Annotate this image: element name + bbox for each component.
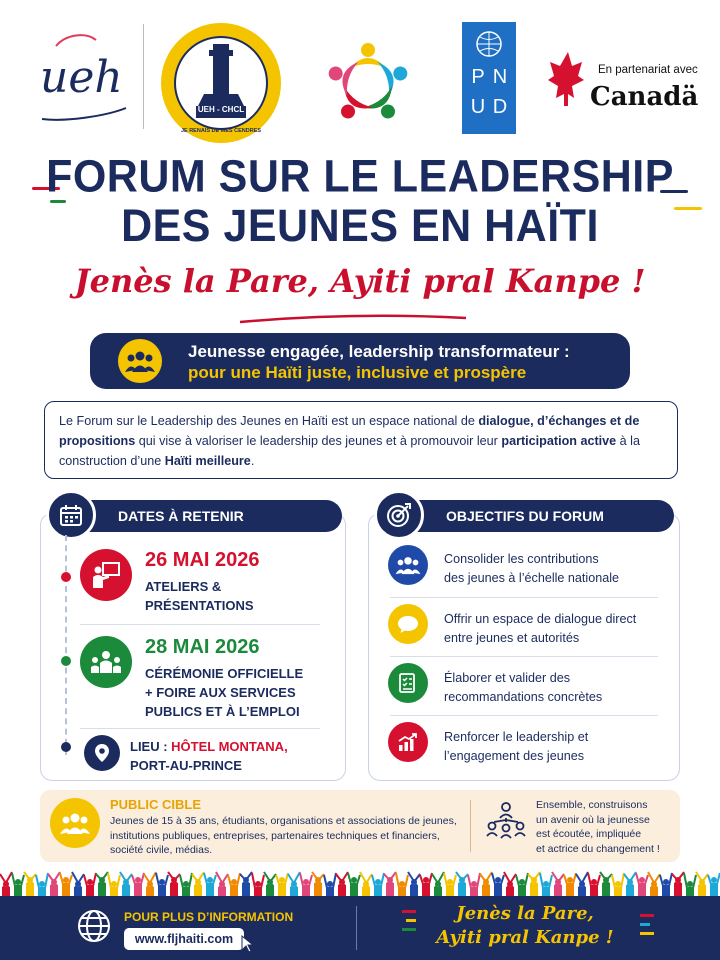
crowd-person — [0, 872, 12, 898]
event-description: ATELIERS & PRÉSENTATIONS — [145, 579, 254, 613]
crowd-person — [12, 873, 24, 898]
crowd-person — [288, 872, 300, 898]
event-location: LIEU : HÔTEL MONTANA, PORT-AU-PRINCE — [130, 739, 288, 773]
crowd-person — [444, 873, 456, 898]
crowd-person — [408, 872, 420, 898]
crowd-person — [660, 873, 672, 898]
group-icon — [118, 339, 162, 383]
separator — [390, 597, 658, 598]
crowd-person — [192, 872, 204, 898]
objective-item: Consolider les contributions des jeunes à l’échelle nationale — [444, 552, 620, 585]
crowd-person — [696, 872, 708, 898]
crowd-person — [216, 872, 228, 898]
target-icon — [374, 490, 424, 540]
page-title — [0, 153, 720, 252]
group-icon — [388, 545, 428, 585]
crowd-person — [180, 873, 192, 898]
ceremony-icon — [80, 636, 132, 688]
crowd-person — [312, 872, 324, 897]
event-date: 28 MAI 2026 — [145, 636, 260, 658]
crowd-person — [348, 873, 360, 897]
intro-text: Le Forum sur le Leadership des Jeunes en Haïti est un espace national de dialogue, d’échanges et de propositions qui vise à valoriser le leadership des jeunes et à promouvoir leur participation active à la construction d’une Haïti meilleure. — [44, 401, 678, 479]
crowd-person — [108, 873, 120, 898]
workshop-presentation-icon — [80, 549, 132, 601]
logo-divider — [143, 24, 144, 129]
public-title: PUBLIC CIBLE — [110, 797, 201, 812]
crowd-person — [684, 873, 696, 898]
crowd-person — [276, 873, 288, 897]
crowd-person — [636, 873, 648, 897]
objectives-header: OBJECTIFS DU FORUM — [376, 500, 674, 532]
timeline-dot — [61, 656, 71, 666]
crowd-person — [648, 872, 660, 898]
crowd-person — [588, 873, 600, 898]
crowd-person — [600, 872, 612, 897]
crowd-person — [24, 872, 36, 897]
objective-item: Élaborer et valider des recommandations concrètes — [444, 671, 603, 704]
separator — [390, 656, 658, 657]
crowd-person — [468, 873, 480, 898]
crowd-person — [384, 872, 396, 897]
crowd-person — [564, 873, 576, 897]
crowd-person — [492, 873, 504, 897]
crowd-person — [432, 872, 444, 898]
theme-banner — [90, 333, 630, 389]
crowd-person — [252, 873, 264, 898]
crowd-person — [228, 873, 240, 898]
slogan: Jenès la Pare, Ayiti pral Kanpe ! — [74, 262, 646, 300]
crowd-silhouettes — [0, 866, 720, 898]
info-label: POUR PLUS D’INFORMATION — [124, 910, 294, 924]
globe-icon — [76, 908, 112, 944]
footer-accent-left — [402, 910, 416, 931]
title-line-1: FORUM SUR LE LEADERSHIP — [46, 151, 674, 202]
crowd-person — [672, 872, 684, 897]
crowd-person — [528, 872, 540, 897]
website-link[interactable]: www.fljhaiti.com — [124, 928, 244, 950]
crowd-person — [480, 872, 492, 898]
event-description: CÉRÉMONIE OFFICIELLE + FOIRE AUX SERVICES PUBLICS ET À L’EMPLOI — [145, 666, 304, 719]
crowd-person — [504, 872, 516, 898]
crowd-person — [576, 872, 588, 898]
crowd-person — [36, 873, 48, 898]
footer — [0, 896, 720, 960]
uehchcl-seal-logo: UEH - CHCL JE RENAIS DE MES CENDRES — [158, 20, 284, 146]
public-description: Jeunes de 15 à 35 ans, étudiants, organisations et associations de jeunes, institutions publiques, entreprises, partenaires techniques et financiers, société civile, médias. — [110, 815, 457, 856]
crowd-person — [60, 873, 72, 897]
audience-icon — [50, 798, 100, 848]
dates-header: DATES À RETENIR — [48, 500, 342, 532]
footer-divider — [356, 906, 357, 950]
ueh-logo: ueh — [36, 24, 136, 124]
separator — [80, 728, 320, 729]
timeline-dot — [61, 572, 71, 582]
canada-maple-leaf-icon — [546, 48, 586, 108]
crowd-person — [72, 872, 84, 898]
crowd-person — [264, 872, 276, 898]
speech-bubble-icon — [388, 604, 428, 644]
timeline-line — [65, 535, 67, 755]
public-side-text: Ensemble, construisons un avenir où la jeunesse est écoutée, impliquée et actrice du changement ! — [536, 799, 660, 855]
separator — [80, 624, 320, 625]
slogan-underline — [238, 312, 468, 326]
calendar-icon — [46, 490, 96, 540]
youth-circle-logo — [316, 32, 420, 132]
crowd-person — [336, 872, 348, 898]
crowd-person — [420, 873, 432, 897]
crowd-person — [516, 873, 528, 898]
crowd-person — [48, 872, 60, 898]
separator — [390, 715, 658, 716]
crowd-person — [84, 873, 96, 898]
event-date: 26 MAI 2026 — [145, 549, 260, 571]
crowd-person — [132, 873, 144, 897]
objective-item: Renforcer le leadership et l’engagement des jeunes — [444, 730, 589, 763]
pnud-logo: P N U D — [462, 22, 516, 134]
crowd-person — [96, 872, 108, 897]
crowd-person — [240, 872, 252, 897]
crowd-person — [624, 872, 636, 898]
cursor-icon — [240, 934, 256, 959]
timeline-dot — [61, 742, 71, 752]
crowd-person — [708, 873, 720, 897]
network-people-icon — [484, 800, 528, 844]
objective-item: Offrir un espace de dialogue direct entre jeunes et autorités — [444, 612, 637, 645]
crowd-person — [144, 872, 156, 898]
footer-accent-right — [640, 914, 654, 935]
growth-chart-icon — [388, 722, 428, 762]
crowd-person — [372, 873, 384, 898]
crowd-person — [168, 872, 180, 897]
crowd-person — [300, 873, 312, 898]
banner-line-1: Jeunesse engagée, leadership transformateur : — [188, 342, 570, 361]
location-pin-icon — [84, 735, 120, 771]
banner-line-2: pour une Haïti juste, inclusive et prospère — [188, 363, 527, 382]
crowd-person — [396, 873, 408, 898]
crowd-person — [120, 872, 132, 898]
crowd-person — [156, 873, 168, 898]
title-line-2: DES JEUNES EN HAÏTI — [121, 200, 599, 252]
crowd-person — [612, 873, 624, 898]
crowd-person — [456, 872, 468, 897]
checklist-icon — [388, 663, 428, 703]
public-divider — [470, 800, 471, 852]
crowd-person — [540, 873, 552, 898]
partner-logos: ueh UEH - CHCL JE RENAIS DE MES CENDRES P N U D En partenariat avec Canadä — [0, 14, 720, 134]
crowd-person — [360, 872, 372, 898]
crowd-person — [204, 873, 216, 897]
crowd-person — [552, 872, 564, 898]
footer-slogan: Jenès la Pare, Ayiti pral Kanpe ! — [436, 903, 614, 948]
crowd-person — [324, 873, 336, 898]
